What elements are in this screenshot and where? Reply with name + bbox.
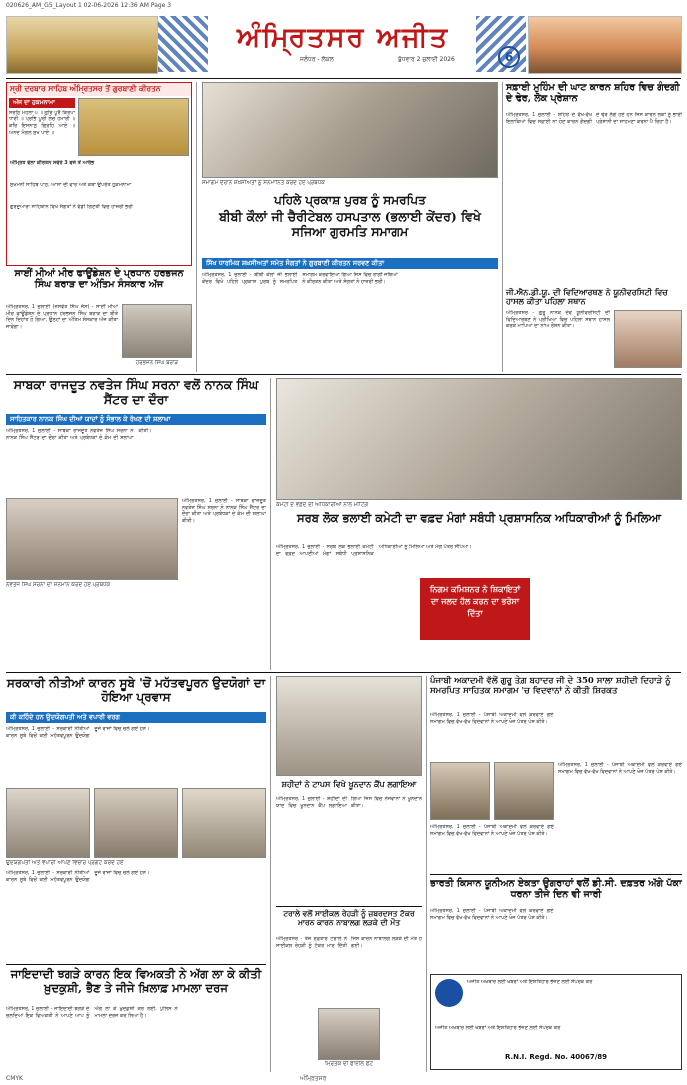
industrialist-photo-1 xyxy=(6,788,90,858)
column-divider xyxy=(196,82,197,372)
column-divider xyxy=(270,378,271,670)
cleanliness-headline: ਸਫ਼ਾਈ ਮੁਹਿੰਮ ਦੀ ਘਾਟ ਕਾਰਨ ਸ਼ਹਿਰ ਵਿਚ ਗੰਦਗੀ ਦੇ ਢੇਰ, ਲੋਕ ਪ੍ਰੇਸ਼ਾਨ xyxy=(506,82,680,105)
masthead-date: ਬੁੱਧਵਾਰ 2 ਜੁਲਾਈ 2026 xyxy=(398,56,455,63)
samagam-text: ਅੰਮ੍ਰਿਤਸਰ, 1 ਜੁਲਾਈ - ਬੀਬੀ ਕੌਲਾਂ ਜੀ ਭਲਾਈ ਕੇਂਦਰ ਵਿਖੇ ਪਹਿਲੇ ਪ੍ਰਕਾਸ਼ ਪੁਰਬ ਨੂੰ ਸਮਰਪਿਤ ਸਮਾਗਮ ਕਰਵਾਇਆ ਗਿਆ ਜਿਸ ਵਿਚ ਰਾਗੀ ਜਥਿਆਂ ਨੇ ਕੀਰਤਨ ਕੀਤਾ ਅਤੇ ਸੰਗਤਾਂ ਨੇ ਹਾਜ਼ਰੀ ਭਰੀ। xyxy=(202,272,398,285)
sarna-text-continued: ਅੰਮ੍ਰਿਤਸਰ, 1 ਜੁਲਾਈ - ਸਾਬਕਾ ਰਾਜਦੂਤ ਨਵਤੇਜ ਸਿੰਘ ਸਰਨਾ ਨੇ ਨਾਨਕ ਸਿੰਘ ਸੈਂਟਰ ਦਾ ਦੌਰਾ ਕੀਤਾ ਅਤੇ ਪ੍ਰਬੰਧਕਾਂ ਦੇ ਕੰਮ ਦੀ ਸ਼ਲਾਘਾ ਕੀਤੀ। xyxy=(182,498,266,524)
committee-text: ਅੰਮ੍ਰਿਤਸਰ, 1 ਜੁਲਾਈ - ਸਰਬ ਲੋਕ ਭਲਾਈ ਕਮੇਟੀ ਦਾ ਵਫ਼ਦ ਆਪਣੀਆਂ ਮੰਗਾਂ ਸਬੰਧੀ ਪ੍ਰਸ਼ਾਸਨਿਕ ਅਧਿਕਾਰੀਆਂ ਨੂੰ ਮਿਲਿਆ ਅਤੇ ਮੰਗ ਪੱਤਰ ਸੌਂਪਿਆ। xyxy=(276,544,472,557)
committee-photo-caption: ਕਮੇਟੀ ਦੇ ਵਫ਼ਦ ਦੀ ਅਧਿਕਾਰੀਆਂ ਨਾਲ ਮੀਟਿੰਗ xyxy=(276,502,369,508)
property-dispute-text: ਅੰਮ੍ਰਿਤਸਰ, 1 ਜੁਲਾਈ - ਜਾਇਦਾਦੀ ਝਗੜੇ ਦੇ ਚਲਦਿਆਂ ਇਕ ਵਿਅਕਤੀ ਨੇ ਆਪਣੇ ਆਪ ਨੂੰ ਅੱਗ ਲਾ ਕੇ ਖ਼ੁਦਕੁਸ਼ੀ ਕਰ ਲਈ, ਪੁਲਿਸ ਨੇ ਮਾਮਲਾ ਦਰਜ ਕਰ ਲਿਆ ਹੈ। xyxy=(6,1006,178,1019)
page-footer xyxy=(0,1075,687,1085)
gndu-text: ਅੰਮ੍ਰਿਤਸਰ - ਗੁਰੂ ਨਾਨਕ ਦੇਵ ਯੂਨੀਵਰਸਿਟੀ ਦੀ ਵਿਦਿਆਰਥਣ ਨੇ ਪ੍ਰੀਖਿਆ ਵਿਚ ਪਹਿਲਾ ਸਥਾਨ ਹਾਸਲ ਕਰਕੇ ਮਾਪਿਆਂ ਦਾ ਨਾਂਅ ਰੌਸ਼ਨ ਕੀਤਾ। xyxy=(506,310,610,330)
samagam-photo xyxy=(202,82,498,178)
gndu-headline: ਜੀ.ਐਨ.ਡੀ.ਯੂ. ਦੀ ਵਿਦਿਆਰਥਣ ਨੇ ਯੂਨੀਵਰਸਿਟੀ ਵਿਚ ਹਾਸਲ ਕੀਤਾ ਪਹਿਲਾ ਸਥਾਨ xyxy=(506,287,668,307)
cleanliness-text: ਅੰਮ੍ਰਿਤਸਰ, 1 ਜੁਲਾਈ - ਸ਼ਹਿਰ ਦੇ ਵੱਖ-ਵੱਖ ਇਲਾਕਿਆਂ ਵਿਚ ਸਫ਼ਾਈ ਨਾ ਹੋਣ ਕਾਰਨ ਗੰਦਗੀ ਦੇ ਢੇਰ ਲੱਗੇ ਹੋਏ ਹਨ ਜਿਸ ਕਾਰਨ ਲੋਕਾਂ ਨੂੰ ਭਾਰੀ ਪ੍ਰੇਸ਼ਾਨੀ ਦਾ ਸਾਹਮਣਾ ਕਰਨਾ ਪੈ ਰਿਹਾ ਹੈ। xyxy=(506,112,682,125)
hukamnama-text: ਸੋਰਠਿ ਮਹਲਾ ੫ ॥ ਗੁਰਿ ਪੂਰੈ ਕਿਰਪਾ ਧਾਰੀ ॥ ਪ੍ਰਭਿ ਪੂਰੀ ਲੋਚ ਹਮਾਰੀ ॥ ਕਰਿ ਇਸਨਾਨੁ ਗ੍ਰਿਹਿ ਆਏ ॥ ਅਨਦ ਮੰਗਲ ਸੁਖ ਪਾਏ ॥ xyxy=(9,109,75,136)
industry-text: ਅੰਮ੍ਰਿਤਸਰ, 1 ਜੁਲਾਈ - ਸਰਕਾਰੀ ਨੀਤੀਆਂ ਕਾਰਨ ਸੂਬੇ ਵਿਚੋਂ ਕਈ ਮਹੱਤਵਪੂਰਨ ਉਦਯੋਗ ਦੂਜੇ ਰਾਜਾਂ ਵਿਚ ਚਲੇ ਗਏ ਹਨ। xyxy=(6,726,150,739)
committee-meeting-photo xyxy=(276,378,682,500)
page-number: 6 xyxy=(498,46,520,68)
page-slug: 020626_AM_G5_Layout 1 02-06-2026 12:36 AM Page 3 xyxy=(6,2,172,9)
golden-temple-image xyxy=(6,16,158,74)
column-divider xyxy=(270,676,271,1072)
accident-victim-photo xyxy=(318,1008,380,1060)
column-divider xyxy=(502,82,503,372)
samagam-photo-caption: ਸਮਾਗਮ ਦੌਰਾਨ ਸ਼ਖ਼ਸੀਅਤਾਂ ਨੂੰ ਸਨਮਾਨਿਤ ਕਰਦੇ ਹੋਏ ਪ੍ਰਬੰਧਕ xyxy=(202,180,325,186)
accident-caption: ਮ੍ਰਿਤਕ ਦੀ ਫਾਈਲ ਫੋਟੋ xyxy=(325,1061,373,1067)
blood-donation-photo xyxy=(276,676,422,776)
academy-text-side: ਅੰਮ੍ਰਿਤਸਰ, 1 ਜੁਲਾਈ - ਪੰਜਾਬੀ ਅਕਾਦਮੀ ਵਲੋਂ ਕਰਵਾਏ ਗਏ ਸਮਾਗਮ ਵਿਚ ਵੱਖ-ਵੱਖ ਵਿਦਵਾਨਾਂ ਨੇ ਆਪਣੇ ਖੋਜ ਪੱਤਰ ਪੇਸ਼ ਕੀਤੇ। xyxy=(430,824,554,837)
obit-headline: ਸਾਈਂ ਮੀਆਂ ਮੀਰ ਫਾਊਂਡੇਸ਼ਨ ਦੇ ਪ੍ਰਧਾਨ ਹਰਭਜਨ ਸਿੰਘ ਬਰਾੜ ਦਾ ਅੰਤਿਮ ਸੰਸਕਾਰ ਅੱਜ xyxy=(14,268,184,291)
masthead-title: ਅੰਮ੍ਰਿਤਸਰ ਅਜੀਤ xyxy=(236,22,450,53)
farmers-union-text: ਅੰਮ੍ਰਿਤਸਰ, 1 ਜੁਲਾਈ - ਪੰਜਾਬੀ ਅਕਾਦਮੀ ਵਲੋਂ ਕਰਵਾਏ ਗਏ ਸਮਾਗਮ ਵਿਚ ਵੱਖ-ਵੱਖ ਵਿਦਵਾਨਾਂ ਨੇ ਆਪਣੇ ਖੋਜ ਪੱਤਰ ਪੇਸ਼ ਕੀਤੇ। xyxy=(430,908,554,921)
scholar-photo-1 xyxy=(430,762,490,820)
footer-city: ਅੰਮ੍ਰਿਤਸਰ xyxy=(300,1075,327,1082)
student-photo xyxy=(614,310,682,368)
sarna-text: ਅੰਮ੍ਰਿਤਸਰ, 1 ਜੁਲਾਈ - ਸਾਬਕਾ ਰਾਜਦੂਤ ਨਵਤੇਜ ਸਿੰਘ ਸਰਨਾ ਨੇ ਨਾਨਕ ਸਿੰਘ ਸੈਂਟਰ ਦਾ ਦੌਰਾ ਕੀਤਾ ਅਤੇ ਪ੍ਰਬੰਧਕਾਂ ਦੇ ਕੰਮ ਦੀ ਸ਼ਲਾਘਾ ਕੀਤੀ। xyxy=(6,428,152,441)
heritage-building-image xyxy=(528,16,682,74)
industry-headline: ਸਰਕਾਰੀ ਨੀਤੀਆਂ ਕਾਰਨ ਸੂਬੇ 'ਚੋਂ ਮਹੱਤਵਪੂਰਨ ਉਦਯੋਗਾਂ ਦਾ ਹੋਇਆ ਪ੍ਰਵਾਸ xyxy=(6,676,266,705)
industry-text-continued: ਅੰਮ੍ਰਿਤਸਰ, 1 ਜੁਲਾਈ - ਸਰਕਾਰੀ ਨੀਤੀਆਂ ਕਾਰਨ ਸੂਬੇ ਵਿਚੋਂ ਕਈ ਮਹੱਤਵਪੂਰਨ ਉਦਯੋਗ ਦੂਜੇ ਰਾਜਾਂ ਵਿਚ ਚਲੇ ਗਏ ਹਨ। xyxy=(6,870,150,883)
masthead-rule xyxy=(6,78,681,79)
section-rule xyxy=(6,672,681,673)
publisher-box-text-extra: ਅਜੀਤ ਅਖ਼ਬਾਰ ਲਈ ਖ਼ਬਰਾਂ ਅਤੇ ਇਸ਼ਤਿਹਾਰ ਭੇਜਣ ਲਈ ਸੰਪਰਕ ਕਰੋ xyxy=(435,1025,561,1031)
publisher-box-text: ਅਜੀਤ ਅਖ਼ਬਾਰ ਲਈ ਖ਼ਬਰਾਂ ਅਤੇ ਇਸ਼ਤਿਹਾਰ ਭੇਜਣ ਲਈ ਸੰਪਰਕ ਕਰੋ xyxy=(467,979,593,985)
sarna-caption: ਨਵਤੇਜ ਸਿੰਘ ਸਰਨਾ ਦਾ ਸਨਮਾਨ ਕਰਦੇ ਹੋਏ ਪ੍ਰਬੰਧਕ xyxy=(6,582,111,588)
rni-number: R.N.I. Regd. No. 40067/89 xyxy=(504,1053,608,1061)
kirtan-note: ਗੁਰਦੁਆਰਾ ਸਾਹਿਬਾਨ ਵਿਖੇ ਸੰਗਤਾਂ ਨੇ ਵੱਡੀ ਗਿਣਤੀ ਵਿਚ ਹਾਜ਼ਰੀ ਭਰੀ xyxy=(10,203,133,210)
hukamnama-box xyxy=(6,82,192,266)
committee-callout: ਨਿਗਮ ਕਮਿਸ਼ਨਰ ਨੇ ਸ਼ਿਕਾਇਤਾਂ ਦਾ ਜਲਦ ਹੱਲ ਕਰਨ ਦਾ ਭਰੋਸਾ ਦਿੱਤਾ xyxy=(420,578,530,640)
samagam-headline: ਬੀਬੀ ਕੌਲਾਂ ਜੀ ਚੈਰੀਟੇਬਲ ਹਸਪਤਾਲ (ਭਲਾਈ ਕੇਂਦਰ) ਵਿਖੇ ਸਜਿਆ ਗੁਰਮਤਿ ਸਮਾਗਮ xyxy=(219,209,481,239)
blood-donation-headline: ਸ਼ਹੀਦਾਂ ਨੇ ਟਾਪਸ ਵਿਖੇ ਖੂਨਦਾਨ ਕੈਂਪ ਲਗਾਇਆ xyxy=(281,779,417,789)
obit-photo xyxy=(122,304,192,358)
hukamnama-heading: ਸ੍ਰੀ ਦਰਬਾਰ ਸਾਹਿਬ ਅੰਮ੍ਰਿਤਸਰ ਤੋਂ ਗੁਰਬਾਣੀ ਕੀਰਤਨ xyxy=(7,83,191,96)
scholar-photo-2 xyxy=(494,762,554,820)
property-dispute-headline: ਜਾਇਦਾਦੀ ਝਗੜੇ ਕਾਰਨ ਇਕ ਵਿਅਕਤੀ ਨੇ ਅੱਗ ਲਾ ਕੇ ਕੀਤੀ ਖ਼ੁਦਕੁਸ਼ੀ, ਭੈਣ ਤੇ ਜੀਜੇ ਖ਼ਿਲਾਫ਼ ਮਾਮਲਾ ਦਰਜ xyxy=(10,967,262,995)
footer-cmyk: CMYK xyxy=(6,1075,23,1082)
industrialist-photo-3 xyxy=(182,788,266,858)
academy-headline: ਪੰਜਾਬੀ ਅਕਾਦਮੀ ਵੱਲੋਂ ਗੁਰੂ ਤੇਗ਼ ਬਹਾਦਰ ਜੀ ਦੇ 350 ਸਾਲਾ ਸ਼ਹੀਦੀ ਦਿਹਾੜੇ ਨੂੰ ਸਮਰਪਿਤ ਸਾਹਿਤਕ ਸਮਾਗਮ 'ਚ ਵਿਦਵਾਨਾਂ ਨੇ ਕੀਤੀ ਸ਼ਿਰਕਤ xyxy=(430,676,671,697)
accident-text: ਅੰਮ੍ਰਿਤਸਰ - ਤੇਜ਼ ਰਫ਼ਤਾਰ ਟਰਾਲੇ ਨੇ ਸਾਈਕਲ ਰੇਹੜੀ ਨੂੰ ਟੱਕਰ ਮਾਰ ਦਿੱਤੀ ਜਿਸ ਕਾਰਨ ਨਾਬਾਲਗ ਲੜਕੇ ਦੀ ਮੌਤ ਹੋ ਗਈ। xyxy=(276,936,422,949)
accident-headline: ਟਰਾਲੇ ਵਲੋਂ ਸਾਈਕਲ ਰੇਹੜੀ ਨੂੰ ਜ਼ਬਰਦਸਤ ਟੱਕਰ ਮਾਰਨ ਕਾਰਨ ਨਾਬਾਲਗ ਲੜਕੇ ਦੀ ਮੌਤ xyxy=(283,909,415,927)
obit-text: ਅੰਮ੍ਰਿਤਸਰ, 1 ਜੁਲਾਈ (ਜਸਵੰਤ ਸਿੰਘ ਜੱਸ) - ਸਾਈਂ ਮੀਆਂ ਮੀਰ ਫਾਊਂਡੇਸ਼ਨ ਦੇ ਪ੍ਰਧਾਨ ਹਰਭਜਨ ਸਿੰਘ ਬਰਾੜ ਦਾ ਬੀਤੇ ਦਿਨ ਦਿਹਾਂਤ ਹੋ ਗਿਆ, ਉਨ੍ਹਾਂ ਦਾ ਅੰਤਿਮ ਸੰਸਕਾਰ ਅੱਜ ਕੀਤਾ ਜਾਵੇਗਾ। xyxy=(6,304,118,330)
section-rule xyxy=(6,374,681,375)
publisher-box xyxy=(430,974,682,1070)
industry-strap: ਕੀ ਕਹਿੰਦੇ ਹਨ ਉਦਯੋਗਪਤੀ ਅਤੇ ਵਪਾਰੀ ਵਰਗ xyxy=(6,712,266,723)
sarna-headline: ਸਾਬਕਾ ਰਾਜਦੂਤ ਨਵਤੇਜ ਸਿੰਘ ਸਰਨਾ ਵਲੋਂ ਨਾਨਕ ਸਿੰਘ ਸੈਂਟਰ ਦਾ ਦੌਰਾ xyxy=(13,377,259,407)
blood-donation-text: ਅੰਮ੍ਰਿਤਸਰ, 1 ਜੁਲਾਈ - ਸ਼ਹੀਦਾਂ ਦੀ ਯਾਦ ਵਿਚ ਖੂਨਦਾਨ ਕੈਂਪ ਲਗਾਇਆ ਗਿਆ ਜਿਸ ਵਿਚ ਨੌਜਵਾਨਾਂ ਨੇ ਖੂਨਦਾਨ ਕੀਤਾ। xyxy=(276,796,422,809)
industrialist-photo-2 xyxy=(94,788,178,858)
sarna-photo xyxy=(6,498,178,580)
industry-caption: ਉਦਯੋਗਪਤੀ ਅਤੇ ਵਪਾਰੀ ਆਪਣੇ ਵਿਚਾਰ ਪ੍ਰਗਟ ਕਰਦੇ ਹੋਏ xyxy=(6,860,124,866)
farmers-union-headline: ਭਾਰਤੀ ਕਿਸਾਨ ਯੂਨੀਅਨ ਏਕਤਾ ਉਗਰਾਹਾਂ ਵਲੋਂ ਡੀ.ਸੀ. ਦਫ਼ਤਰ ਅੱਗੇ ਪੱਕਾ ਧਰਨਾ ਤੀਜੇ ਦਿਨ ਵੀ ਜਾਰੀ xyxy=(430,878,682,901)
section-rule xyxy=(430,874,682,875)
kirtan-bullet-b: ਸੁਖਮਨੀ ਸਾਹਿਬ ਪਾਠ, ਆਸਾ ਦੀ ਵਾਰ ਅਤੇ ਕਥਾ ਉਪਰੰਤ ਹੁਕਮਨਾਮਾ xyxy=(10,181,132,188)
section-rule xyxy=(6,964,266,965)
kirtan-bullet-a: ਅੰਮ੍ਰਿਤ ਵੇਲਾ ਕੀਰਤਨ ਸਵੇਰੇ 3 ਵਜੇ ਤੋਂ ਆਰੰਭ xyxy=(10,159,95,166)
column-divider xyxy=(426,676,427,1072)
section-rule xyxy=(276,906,422,907)
samagam-kicker: ਪਹਿਲੇ ਪ੍ਰਕਾਸ਼ ਪੁਰਬ ਨੂੰ ਸਮਰਪਿਤ xyxy=(274,193,426,207)
sarna-strap: ਸਾਹਿਤਕਾਰ ਨਾਨਕ ਸਿੰਘ ਦੀਆਂ ਯਾਦਾਂ ਨੂੰ ਸੰਭਾਲ ਕੇ ਰੱਖਣ ਦੀ ਸ਼ਲਾਘਾ xyxy=(6,414,266,425)
darbar-sahib-photo xyxy=(78,98,189,156)
academy-text: ਅੰਮ੍ਰਿਤਸਰ, 1 ਜੁਲਾਈ - ਪੰਜਾਬੀ ਅਕਾਦਮੀ ਵਲੋਂ ਕਰਵਾਏ ਗਏ ਸਮਾਗਮ ਵਿਚ ਵੱਖ-ਵੱਖ ਵਿਦਵਾਨਾਂ ਨੇ ਆਪਣੇ ਖੋਜ ਪੱਤਰ ਪੇਸ਼ ਕੀਤੇ। xyxy=(430,712,554,725)
committee-headline: ਸਰਬ ਲੋਕ ਭਲਾਈ ਕਮੇਟੀ ਦਾ ਵਫ਼ਦ ਮੰਗਾਂ ਸਬੰਧੀ ਪ੍ਰਸ਼ਾਸਨਿਕ ਅਧਿਕਾਰੀਆਂ ਨੂੰ ਮਿਲਿਆ xyxy=(296,511,661,525)
obit-caption: ਹਰਭਜਨ ਸਿੰਘ ਬਰਾੜ xyxy=(135,360,179,366)
masthead-subtitle: ਜਲੰਧਰ - ਲੋਕਲ xyxy=(300,56,334,63)
masthead-pattern-left xyxy=(158,16,208,72)
hukamnama-strap: ਅੱਜ ਦਾ ਹੁਕਮਨਾਮਾ xyxy=(9,98,75,108)
academy-text-continued: ਅੰਮ੍ਰਿਤਸਰ, 1 ਜੁਲਾਈ - ਪੰਜਾਬੀ ਅਕਾਦਮੀ ਵਲੋਂ ਕਰਵਾਏ ਗਏ ਸਮਾਗਮ ਵਿਚ ਵੱਖ-ਵੱਖ ਵਿਦਵਾਨਾਂ ਨੇ ਆਪਣੇ ਖੋਜ ਪੱਤਰ ਪੇਸ਼ ਕੀਤੇ। xyxy=(558,762,682,775)
ajit-logo-icon xyxy=(435,979,463,1007)
samagam-strap: ਸਿੱਖ ਧਾਰਮਿਕ ਸ਼ਖ਼ਸੀਅਤਾਂ ਸਮੇਤ ਸੰਗਤਾਂ ਨੇ ਗੁਰਬਾਣੀ ਕੀਰਤਨ ਸਰਵਣ ਕੀਤਾ xyxy=(202,258,498,269)
